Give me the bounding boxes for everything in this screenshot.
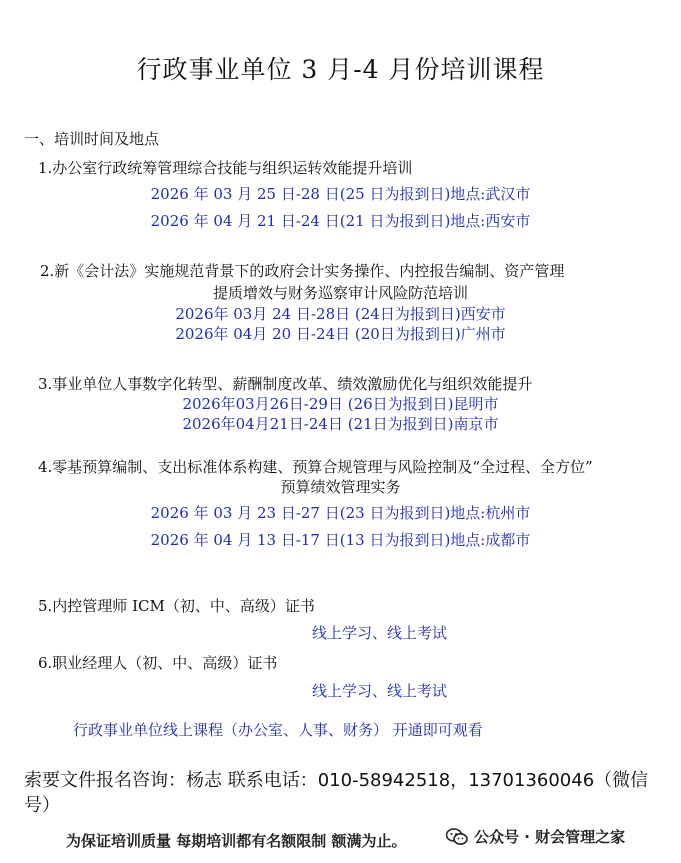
course-1-session-2: 2026 年 04 月 21 日-24 日(21 日为报到日)地点:西安市 [150,212,531,230]
course-title-2-line-1: 2.新《会计法》实施规范背景下的政府会计实务操作、内控报告编制、资产管理 [40,262,565,280]
footer [0,826,681,856]
course-3-session-1: 2026年03月26日-29日 (26日为报到日)昆明市 [182,395,499,413]
course-title-6: 6.职业经理人（初、中、高级）证书 [38,654,278,672]
course-title-3: 3.事业单位人事数字化转型、薪酬制度改革、绩效激励优化与组织效能提升 [38,375,533,393]
course-title-2-line-2: 提质增效与财务巡察审计风险防范培训 [212,284,468,302]
wechat-account[interactable] [446,826,625,847]
course-title-1: 1.办公室行政统筹管理综合技能与组织运转效能提升培训 [38,159,413,177]
wechat-icon [446,828,468,846]
course-4-session-1: 2026 年 03 月 23 日-27 日(23 日为报到日)地点:杭州市 [150,504,531,522]
course-2-session-1: 2026年 03月 24 日-28日 (24日为报到日)西安市 [175,305,506,323]
wechat-label: 公众号 · 财会管理之家 [474,828,626,846]
course-2-session-2: 2026年 04月 20 日-24日 (20日为报到日)广州市 [175,325,506,343]
course-title-4-line-1: 4.零基预算编制、支出标准体系构建、预算合规管理与风险控制及“全过程、全方位” [38,458,593,476]
course-3-session-2: 2026年04月21日-24日 (21日为报到日)南京市 [182,415,499,433]
page-title: 行政事业单位 3 月-4 月份培训课程 [136,55,545,84]
course-1-session-1: 2026 年 03 月 25 日-28 日(25 日为报到日)地点:武汉市 [150,185,531,203]
course-title-5: 5.内控管理师 ICM（初、中、高级）证书 [38,597,315,615]
footer-note: 为保证培训质量 每期培训都有名额限制 额满为止。 [66,832,407,850]
online-course-note: 行政事业单位线上课程（办公室、人事、财务） 开通即可观看 [73,721,483,739]
course-title-4-line-2: 预算绩效管理实务 [280,478,401,496]
contact-info: 索要文件报名咨询：杨志 联系电话：010-58942518，13701360046（微信号） [24,770,649,816]
course-4-session-2: 2026 年 04 月 13 日-17 日(13 日为报到日)地点:成都市 [150,531,531,549]
course-6-mode: 线上学习、线上考试 [312,682,448,700]
section-heading: 一、培训时间及地点 [24,130,160,148]
course-5-mode: 线上学习、线上考试 [312,624,448,642]
